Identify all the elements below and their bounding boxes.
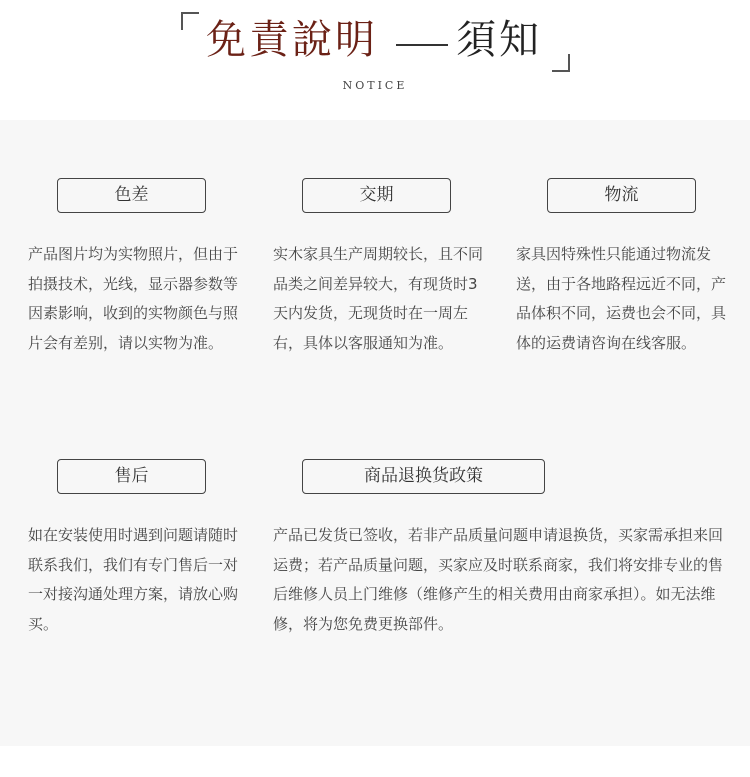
notice-subtitle: NOTICE (342, 79, 408, 92)
header (0, 0, 750, 120)
section-label-return-policy: 商品退换货政策 (302, 459, 545, 494)
footer-spacer (0, 746, 750, 777)
content-panel (0, 120, 750, 746)
section-text-logistics: 家具因特殊性只能通过物流发送，由于各地路程远近不同，产品体积不同，运费也会不同，具体的运费请咨询在线客服。 (516, 245, 727, 352)
section-text-return-policy: 产品已发货已签收，若非产品质量问题申请退换货，买家需承担来回运费；若产品质量问题，买家应及时联系商家，我们将安排专业的售后维修人员上门维修（维修产生的相关费用由商家承担）。如无法维修，将为您免费更换部件。 (273, 526, 724, 633)
page-title-sub: 須知 (456, 17, 542, 63)
section-label-color: 色差 (57, 178, 206, 213)
section-label-after-sales: 售后 (57, 459, 206, 494)
section-text-delivery: 实木家具生产周期较长，且不同品类之间差异较大，有现货时3天内发货，无现货时在一周左右，具体以客服通知为准。 (273, 245, 484, 352)
title-dash-divider (396, 44, 448, 46)
bracket-bottom-right-icon (552, 54, 570, 72)
bracket-top-left-icon (181, 12, 199, 30)
page-title: 免責說明 (206, 17, 378, 63)
section-label-delivery: 交期 (302, 178, 451, 213)
section-text-after-sales: 如在安装使用时遇到问题请随时联系我们，我们有专门售后一对一对接沟通处理方案，请放心购买。 (28, 526, 239, 633)
section-label-logistics: 物流 (547, 178, 696, 213)
section-text-color: 产品图片均为实物照片，但由于拍摄技术，光线，显示器参数等因素影响，收到的实物颜色与照片会有差别，请以实物为准。 (28, 245, 239, 352)
